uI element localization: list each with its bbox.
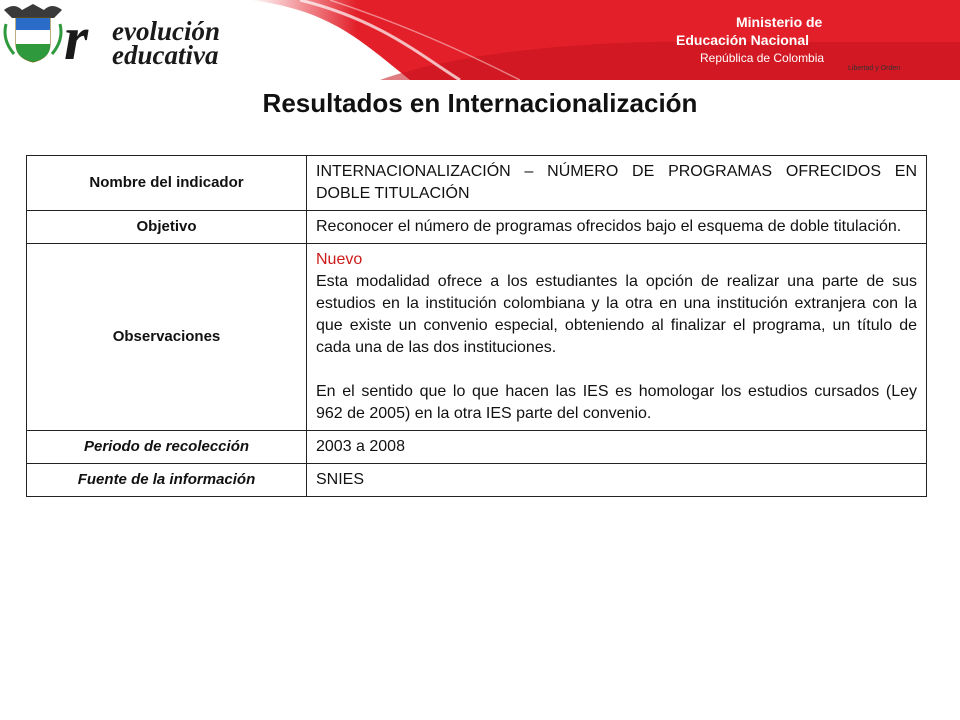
table-row	[27, 464, 927, 497]
crest-caption: Libertad y Orden	[848, 65, 901, 72]
row-label: Nombre del indicador	[27, 156, 307, 211]
row-label: Objetivo	[27, 211, 307, 244]
ministry-line2: Educación Nacional	[676, 32, 810, 48]
ministry-line3: República de Colombia	[700, 51, 825, 65]
colombia-coat-of-arms-icon	[0, 0, 66, 72]
logo-line2: educativa	[112, 40, 219, 70]
row-value: SNIES	[307, 464, 927, 497]
row-value: INTERNACIONALIZACIÓN – NÚMERO DE PROGRAMAS OFRECIDOS EN DOBLE TITULACIÓN	[307, 156, 927, 211]
table-row	[27, 156, 927, 211]
revolucion-educativa-logo	[58, 5, 268, 73]
row-label: Observaciones	[27, 244, 307, 431]
new-tag: Nuevo	[316, 251, 363, 268]
indicator-table	[26, 155, 927, 497]
row-value-observaciones	[307, 244, 927, 431]
row-value: 2003 a 2008	[307, 431, 927, 464]
paragraph-spacer	[316, 359, 917, 381]
observation-paragraph-1: Esta modalidad ofrece a los estudiantes la opción de realizar una parte de sus estudios en la institución colombiana y la otra en una institución extranjera con la que existe un convenio especial, obteniendo al finalizar el programa, un título de cada una de las dos instituciones.	[316, 273, 917, 356]
observation-paragraph-2: En el sentido que lo que hacen las IES es homologar los estudios cursados (Ley 962 de 2005) en la otra IES parte del convenio.	[316, 383, 917, 422]
row-value: Reconocer el número de programas ofrecidos bajo el esquema de doble titulación.	[307, 211, 927, 244]
table-row	[27, 211, 927, 244]
ministry-line1: Ministerio de	[736, 14, 823, 30]
logo-line1: evolución	[112, 16, 220, 46]
header-banner	[0, 0, 960, 80]
logo-big-letter: r	[64, 5, 83, 73]
row-label: Periodo de recolección	[27, 431, 307, 464]
row-label: Fuente de la información	[27, 464, 307, 497]
table-row	[27, 244, 927, 431]
table-row	[27, 431, 927, 464]
page-title: Resultados en Internacionalización	[262, 88, 698, 118]
